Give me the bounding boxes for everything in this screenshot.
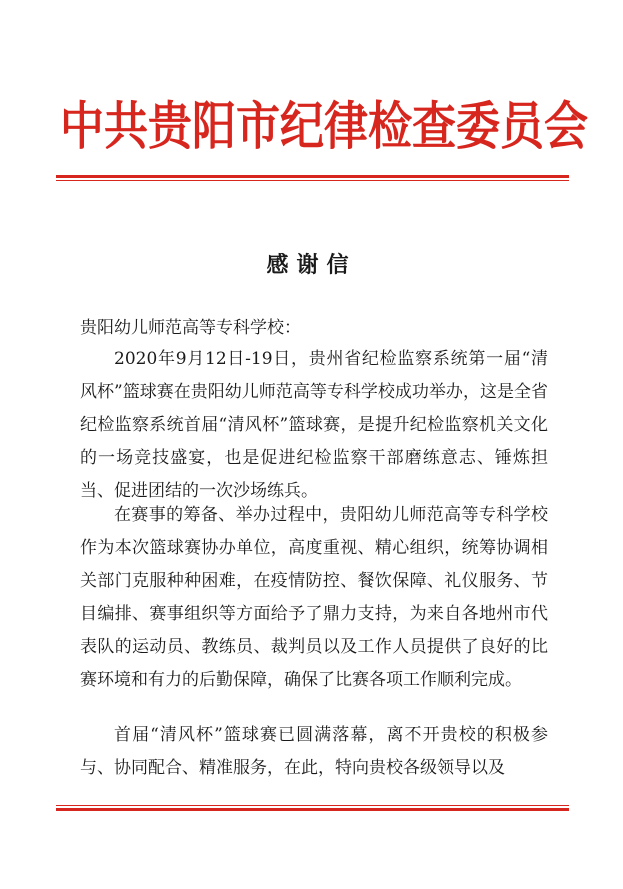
letter-salutation: 贵阳幼儿师范高等专科学校： bbox=[80, 318, 301, 338]
letter-paragraph-2: 在赛事的筹备、举办过程中，贵阳幼儿师范高等专科学校作为本次篮球赛协办单位，高度重视、精心组织，统筹协调相关部门克服种种困难，在疫情防控、餐饮保障、礼仪服务、节目编排、赛事组织等方面给予了鼎力支持，为来自各地州市代表队的运动员、教练员、裁判员以及工作人员提供了良好的比赛环境和有力的后勤保障，确保了比赛各项工作顺利完成。 bbox=[80, 505, 548, 690]
letter-title: 感谢信 bbox=[266, 253, 357, 278]
letterhead-organization: 中共贵阳市纪律检查委员会 bbox=[60, 96, 588, 157]
letter-paragraph-1: 2020年9月12日-19日，贵州省纪检监察系统第一届“清风杯”篮球赛在贵阳幼儿师范高等专科学校成功举办，这是全省纪检监察系统首届“清风杯”篮球赛，是提升纪检监察机关文化的一场竞技盛宴，也是促进纪检监察干部磨练意志、锤炼担当、促进团结的一次沙场练兵。 bbox=[80, 349, 548, 501]
letter-paragraph-3: 首届“清风杯”篮球赛已圆满落幕，离不开贵校的积极参与、协同配合、精准服务，在此，特向贵校各级领导以及 bbox=[80, 725, 548, 778]
letterhead-rule-thick bbox=[56, 175, 569, 178]
footer-rule-thin bbox=[56, 805, 569, 806]
letterhead-rule-thin bbox=[56, 180, 569, 181]
footer-rule-thick bbox=[56, 808, 569, 811]
